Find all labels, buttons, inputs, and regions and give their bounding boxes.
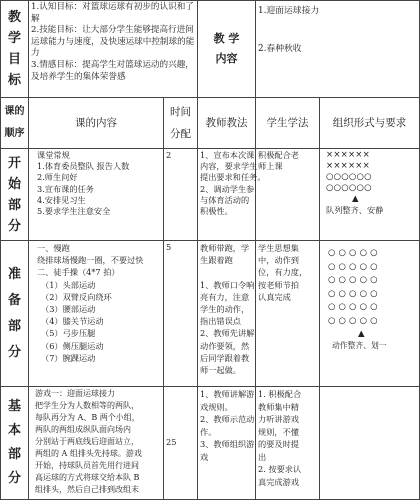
prep-student: 学生思想集 中，动作到 位，有力度， 按老师节拍 认真完成 (256, 241, 320, 387)
start-label: 开 始 部 分 (1, 149, 29, 241)
prep-organization (320, 241, 420, 387)
header-part: 课的 顺序 (1, 98, 29, 149)
teacher-marker: ▲ (352, 194, 359, 204)
start-student: 积极配合老 师上课 (256, 149, 320, 241)
prep-label: 准 备 部 分 (1, 241, 29, 387)
basic-content: 游戏一：迎面运球接力 把学生分为人数相等的两队， 每队再分为 A、B 两个小组， 两队的两组成纵队面向场内 分别站于两底线后迎面站立， 两组的 A 组排头先持球。游戏 开始，持球队员首先用行进间 高运球的方式将球交给本队 B 组排头，然后自己排到改组末 (29, 387, 164, 500)
basic-student: 1. 积极配合 教师集中精 力听讲游戏 规则，不懂 的要及时提 出 2. 按要求认 真完成游戏 (256, 387, 320, 500)
teaching-content-items: 1.迎面运球接力 2.春种秋收 (256, 1, 420, 98)
header-content: 课的内容 (29, 98, 164, 149)
basic-organization (320, 387, 420, 500)
teaching-content-label: 教 学 内容 (198, 1, 256, 98)
header-teacher-method: 教师教法 (198, 98, 256, 149)
start-teacher: 1、宣布本次课 内容，要求学生 提出要求和任务。 2、调动学生参 与体育活动的 积极性。 (198, 149, 256, 241)
formation-row: ○○○○○○ (326, 183, 372, 193)
prep-teacher: 教师带跑，学 生跟着跑 1、教师口令响 亮有力，注意 学生的动作， 指出错误点 2、教师先讲解 动作要领，然 后同学跟着教 师一起做。 (198, 241, 256, 387)
start-organization (320, 149, 420, 241)
objectives-text (29, 1, 198, 98)
start-time: 2 (164, 149, 198, 241)
basic-row (1, 387, 420, 500)
start-row (1, 149, 420, 241)
header-student-method: 学生学法 (256, 98, 320, 149)
objective-cognitive: 1.认知目标：对篮球运球有初步的认识和了解 (31, 2, 194, 24)
start-content: 课堂常规 1.体育委员整队 报告人数 2.师生问好 3.宣布课的任务 4.安排见习生 5.要求学生注意安全 (29, 149, 164, 241)
teacher-marker: ▲ (358, 329, 365, 339)
formation-row: ×××××× (326, 161, 370, 171)
basic-teacher: 1、教师讲解游 戏规则。 2、教师示范动 作。 3、教师组织游 戏 (198, 387, 256, 500)
prep-row (1, 241, 420, 387)
header-time: 时间 分配 (164, 98, 198, 149)
formation-row: ○○○○○○ (326, 172, 372, 182)
prep-content: 一、慢跑 绕排球场慢跑一圈，不要过快 二、徒手操（4*7 拍） （1）头部运动 （2）双臂反向绕环 （3）腰部运动 （4）膝关节运动 （5）弓步压腿 （6）侧压腿运动 （7）腕踝运动 (29, 241, 164, 387)
header-row (1, 98, 420, 149)
formation-row: ×××××× (326, 150, 370, 160)
objectives-row (1, 1, 420, 98)
formation-row: ○ ○ ○ ○ ○ (328, 288, 378, 299)
formation-row: ○ ○ ○ ○ ○ (328, 315, 378, 326)
formation-row: ○ ○ ○ ○ ○ (328, 302, 378, 312)
header-organization: 组织形式与要求 (320, 98, 420, 149)
objectives-label: 教 学 目 标 (1, 1, 29, 98)
objective-skill: 2.技能目标：让大部分学生能够提高行进间运球能力与速度，及快速运球中控制球的能力 (31, 25, 195, 59)
start-org-note: 队列整齐、安静 (326, 205, 384, 215)
formation-row: ○ ○ ○ ○ ○ (328, 248, 378, 258)
basic-label: 基 本 部 分 (1, 387, 29, 500)
prep-org-note: 动作整齐、划一 (332, 341, 387, 350)
formation-row: ○ ○ ○ ○ ○ (328, 275, 378, 285)
objective-affective: 3.情感目标：提高学生对篮球运动的兴趣，及培养学生的集体荣誉感 (31, 59, 194, 82)
formation-row: ○ ○ ○ ○ ○ (328, 261, 378, 272)
prep-time: 5 (164, 241, 198, 387)
basic-time: 25 (164, 387, 198, 500)
